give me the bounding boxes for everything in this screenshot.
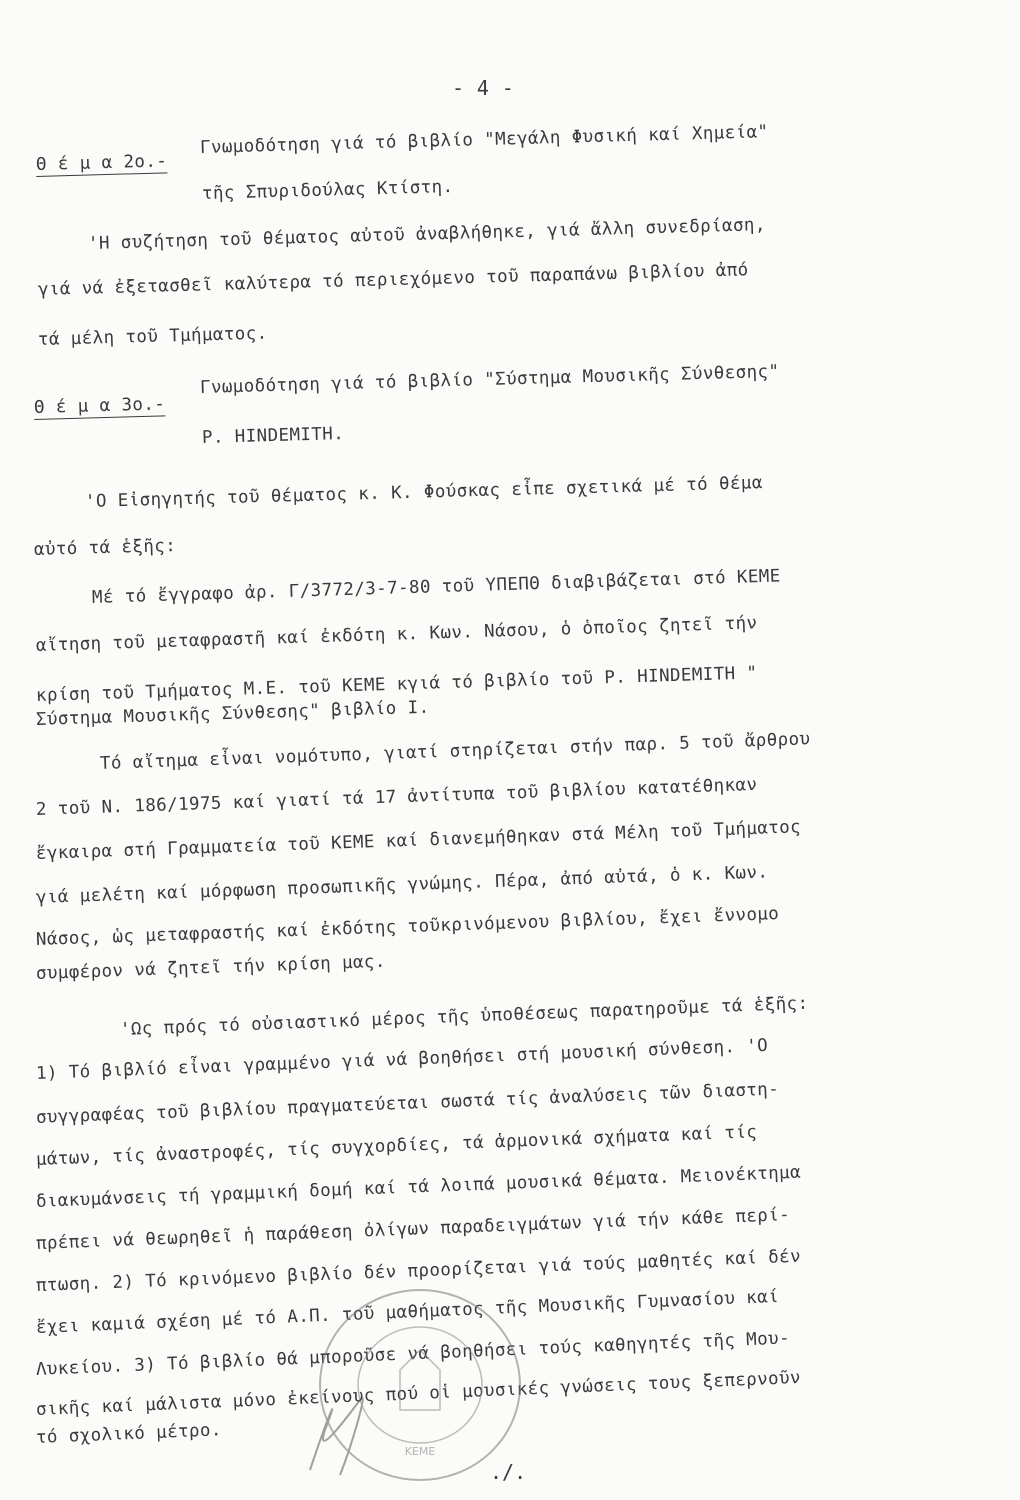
topic3-paragraph-line: αἴτηση τοῦ μεταφραστῆ καί ἐκδότη κ. Κων. Νάσου, ὁ ὁποῖος ζητεῖ τήν (35, 613, 758, 656)
topic3-paragraph-line: συμφέρον νά ζητεῖ τήν κρίση μας. (35, 951, 387, 984)
topic3-paragraph-line: πτωση. 2) Τό κρινόμενο βιβλίο δέν προορίζεται γιά τούς μαθητές καί δέν (35, 1246, 802, 1296)
topic3-paragraph-line: τό σχολικό μέτρο. (35, 1420, 223, 1448)
topic3-paragraph-line: 1) Τό βιβλίό εἶναι γραμμένο γιά νά βοηθήσει στή μουσική σύνθεση. 'Ο (35, 1035, 769, 1084)
topic3-paragraph-line: Νάσος, ὡς μεταφραστής καί ἐκδότης τοῦκρινόμενου βιβλίου, ἔχει ἔννομο (35, 904, 780, 950)
topic3-title-line2: P. HINDEMITH. (201, 424, 345, 448)
topic3-paragraph-line: διακυμάνσεις τή γραμμική δομή καί τά λοιπά μουσικά θέματα. Μειονέκτημα (35, 1162, 802, 1212)
stamp-label: ΚΕΜΕ (404, 1445, 436, 1458)
topic3-paragraph-line: Λυκείου. 3) Τό βιβλίο θά μποροῦσε νά βοηθήσει τούς καθηγητές τῆς Μου- (35, 1328, 791, 1380)
topic3-paragraph-line: ἔγκαιρα στή Γραμματεία τοῦ ΚΕΜΕ καί διανεμήθηκαν στά Μέλη τοῦ Τμήματος (35, 817, 802, 864)
topic3-title-line1: Γνωμοδότηση γιά τό βιβλίο "Σύστημα Μουσικῆς Σύνθεσης" (199, 361, 780, 398)
topic3-paragraph-line: σικῆς καί μάλιστα μόνο ἐκείνους πού οἱ μουσικές γνώσεις τους ξεπερνοῦν (35, 1367, 802, 1420)
topic3-paragraph-line: ἔχει καμιά σχέση μέ τό Α.Π. τοῦ μαθήματος τῆς Μουσικῆς Γυμνασίου καί (35, 1286, 780, 1338)
topic3-paragraph-line: μάτων, τίς ἀναστροφές, τίς συγχορδίες, τά ἁρμονικά σχήματα καί τίς (35, 1122, 758, 1170)
page-number: - 4 - (452, 76, 515, 100)
topic3-paragraph-line: συγγραφέας τοῦ βιβλίου πραγματεύεται σωστά τίς ἀναλύσεις τῶν διαστη- (35, 1079, 780, 1128)
topic2-body-line: 'Η συζήτηση τοῦ θέματος αὐτοῦ ἀναβλήθηκε, γιά ἄλλη συνεδρίαση, (87, 215, 767, 254)
topic3-label: Θ έ μ α 3ο.- (33, 394, 166, 418)
topic3-paragraph-line: Μέ τό ἔγγραφο ἀρ. Γ/3772/3-7-80 τοῦ ΥΠΕΠΘ διαβιβάζεται στό ΚΕΜΕ (91, 566, 781, 608)
topic3-paragraph-line: Σύστημα Μουσικῆς Σύνθεσης" βιβλίο Ι. (35, 697, 430, 730)
topic3-paragraph-line: αὐτό τά ἑξῆς: (33, 536, 177, 560)
topic3-paragraph-line: 2 τοῦ Ν. 186/1975 καί γιατί τά 17 ἀντίτυπα τοῦ βιβλίου κατατέθηκαν (35, 774, 758, 820)
topic3-paragraph-line: κρίση τοῦ Τμήματος Μ.Ε. τοῦ ΚΕΜΕ κγιά τό βιβλίο τοῦ P. HINDEMITH " (35, 663, 758, 706)
topic3-paragraph-line: 'Ως πρός τό οὐσιαστικό μέρος τῆς ὑποθέσεως παρατηροῦμε τά ἑξῆς: (119, 993, 809, 1040)
topic2-body-line: τά μέλη τοῦ Τμήματος. (37, 323, 268, 350)
topic3-paragraph-line: 'Ο Εἰσηγητής τοῦ θέματος κ. Κ. Φούσκας εἶπε σχετικά μέ τό θέμα (84, 473, 764, 512)
topic3-paragraph-line: Τό αἴτημα εἶναι νομότυπο, γιατί στηρίζεται στήν παρ. 5 τοῦ ἄρθρου (99, 729, 811, 774)
topic2-label: Θ έ μ α 2ο.- (35, 151, 168, 175)
topic3-paragraph-line: πρέπει νά θεωρηθεῖ ἡ παράθεση ὀλίγων παραδειγμάτων γιά τήν κάθε περί- (35, 1205, 791, 1254)
topic3-paragraph-line: γιά μελέτη καί μόρφωση προσωπικῆς γνώμης. Πέρα, ἀπό αὐτά, ὁ κ. Κων. (35, 862, 769, 908)
topic2-body-line: γιά νά ἐξετασθεῖ καλύτερα τό περιεχόμενο τοῦ παραπάνω βιβλίου ἀπό (37, 260, 749, 300)
continuation-mark: ./. (490, 1460, 527, 1484)
topic2-title-line1: Γνωμοδότηση γιά τό βιβλίο "Μεγάλη Φυσική καί Χημεία" (199, 122, 769, 158)
topic2-title-line2: τῆς Σπυριδούλας Κτίστη. (201, 176, 454, 204)
